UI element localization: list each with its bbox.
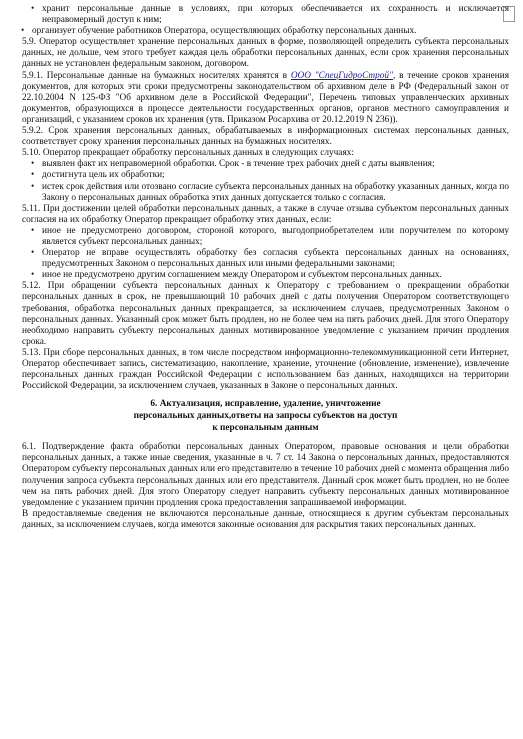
- paragraph-5-10: 5.10. Оператор прекращает обработку персональных данных в следующих случаях:: [22, 148, 354, 159]
- heading-line: к персональным данным: [212, 423, 319, 434]
- bullet-icon: •: [31, 248, 35, 259]
- bullet-list-5-10: [22, 159, 509, 203]
- paragraph-5-9-1: 5.9.1. Персональные данные на бумажных носителях хранятся в ООО "СпецГидроСтрой", в течение сроков хранения документов, для которых эти сроки предусмотрены законодательством об архивном деле в РФ (Федеральный закон от 22.10.2004 N 125-ФЗ "Об архивном деле в Российской Федерации", Перечень типовых управленческих архивных документов, образующихся в процессе деятельности государственных органов, органов местного самоуправления и организаций, с указанием сроков их хранения (утв. Приказом Росархива от 20.12.2019 N 236)).: [22, 70, 510, 125]
- bullet-icon: •: [31, 181, 35, 192]
- list-item: • истек срок действия или отозвано согласие субъекта персональных данных на обработку указанных данных, когда по Закону о персональных данных обработка этих данных допускается только с согласия.: [31, 181, 509, 203]
- heading-line: персональных данных,ответы на запросы субъектов на доступ: [133, 411, 398, 422]
- section-6-heading: [22, 398, 509, 434]
- paragraph-5-9: 5.9. Оператор осуществляет хранение персональных данных в форме, позволяющей определить субъекта персональных данных, не дольше, чем этого требует каждая цель обработки персональных данных, если срок хранения персональных данных не установлен федеральным законом, договором.: [22, 37, 509, 70]
- list-item: • выявлен факт их неправомерной обработки. Срок - в течение трех рабочих дней с даты выявления;: [31, 159, 435, 170]
- bullet-icon: •: [31, 270, 35, 281]
- bullet-list-5-11: [22, 226, 509, 281]
- list-item: • хранит персональные данные в условиях, при которых обеспечивается их сохранность и исключается неправомерный доступ к ним;: [31, 4, 509, 26]
- list-item: • Оператор не вправе осуществлять обработку без согласия субъекта персональных данных на основаниях, предусмотренных Законом о персональных данных или иными федеральными законами;: [31, 248, 509, 270]
- bullet-list-storage: [22, 4, 509, 26]
- bullet-icon: •: [31, 4, 35, 14]
- paragraph-5-9-2: 5.9.2. Срок хранения персональных данных, обрабатываемых в информационных системах персональных данных, соответствует сроку хранения персональных данных на бумажных носителях.: [22, 126, 509, 148]
- bullet-icon: •: [21, 26, 25, 37]
- organization-link[interactable]: ООО "СпецГидроСтрой": [290, 70, 393, 81]
- list-item: • организует обучение работников Оператора, осуществляющих обработку персональных данных.: [21, 26, 417, 37]
- heading-line: 6. Актуализация, исправление, удаление, уничтожение: [150, 399, 381, 410]
- paragraph-5-12: 5.12. При обращении субъекта персональных данных к Оператору с требованием о прекращении обработки персональных данных в срок, не превышающий 10 рабочих дней с даты получения Оператором соответствующего требования, обработка персональных данных прекращается, за исключением случаев, предусмотренных Законом о персональных данных. Указанный срок может быть продлен, но не более чем на пять рабочих дней. Для этого Оператору необходимо направить субъекту персональных данных мотивированное уведомление с указанием причин продления срока.: [22, 281, 509, 347]
- bullet-icon: •: [31, 170, 35, 181]
- bullet-list-training: [22, 26, 509, 37]
- list-item: • иное не предусмотрено другим соглашением между Оператором и субъектом персональных данных.: [31, 270, 442, 281]
- paragraph-5-11: 5.11. При достижении целей обработки персональных данных, а также в случае отзыва субъектом персональных данных согласия на их обработку Оператор прекращает обработку этих данных, если:: [22, 203, 509, 225]
- bullet-icon: •: [31, 159, 35, 170]
- list-item: • достигнута цель их обработки;: [31, 170, 165, 181]
- bullet-icon: •: [31, 225, 35, 236]
- paragraph-6-2: В предоставляемые сведения не включаются персональные данные, относящиеся к другим субъектам персональных данных, за исключением случаев, когда имеются законные основания для раскрытия таких персональных данных.: [22, 508, 509, 530]
- list-item: • иное не предусмотрено договором, стороной которого, выгодоприобретателем или поручителем по которому является субъект персональных данных;: [31, 225, 509, 247]
- paragraph-5-13: 5.13. При сборе персональных данных, в том числе посредством информационно-телекоммуникационной сети Интернет, Оператор обеспечивает запись, систематизацию, накопление, хранение, уточнение (обновление, изменение), извлечение персональных данных граждан Российской Федерации с использованием баз данных, находящихся на территории Российской Федерации, за исключением случаев, указанных в Законе о персональных данных.: [22, 347, 509, 392]
- paragraph-6-1: 6.1. Подтверждение факта обработки персональных данных Оператором, правовые основания и цели обработки персональных данных, а также иные сведения, указанные в ч. 7 ст. 14 Закона о персональных данных, предоставляются Оператором субъекту персональных данных или его представителю в течение 10 рабочих дней с момента обращения либо получения запроса субъекта персональных данных или его представителя. Данный срок может быть продлен, но не более чем на пять рабочих дней. Для этого Оператору следует направить субъекту персональных данных мотивированное уведомление с указанием причин продления срока предоставления запрашиваемой информации.: [22, 442, 509, 508]
